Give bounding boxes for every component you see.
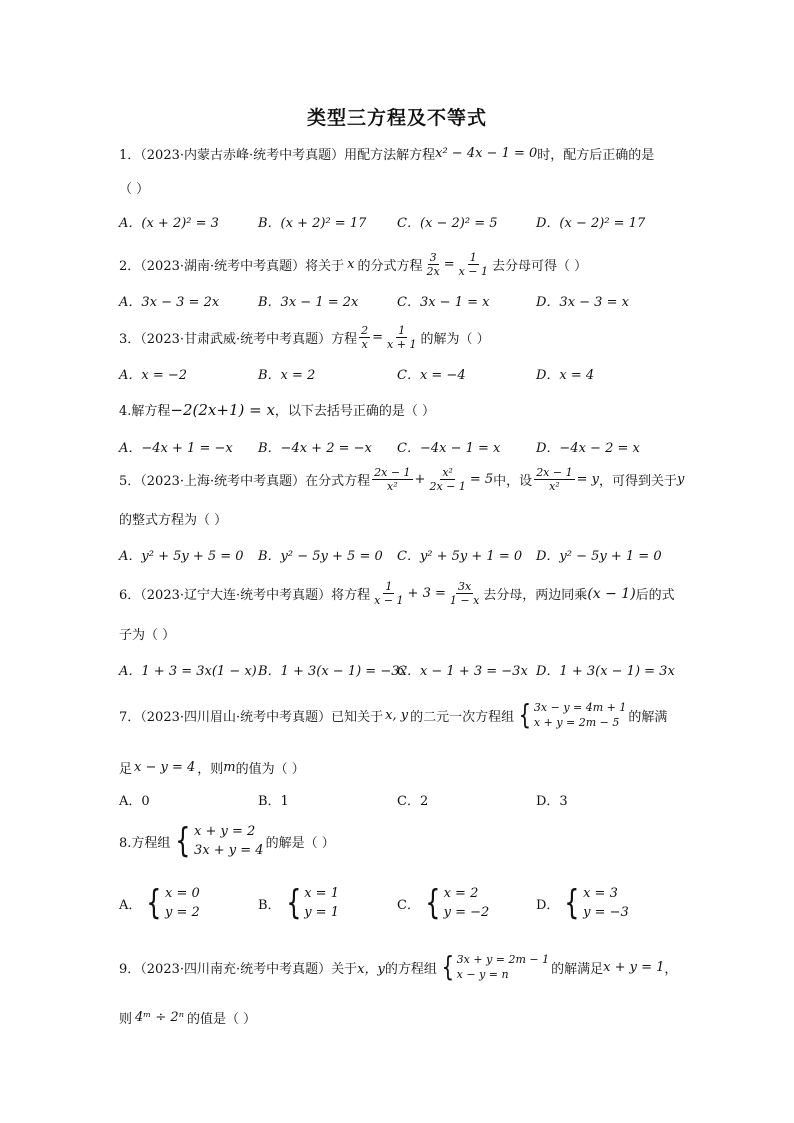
q1-option-b: B．(x + 2)² = 17 [258, 216, 367, 231]
q5-prefix: 5．（2023·上海·统考中考真题）在分式方程 [119, 474, 371, 489]
q5-eq2: = y [576, 472, 599, 487]
q3-suffix: 的解为（ ） [420, 332, 490, 347]
q8-option-a-r2: y = 2 [165, 905, 200, 920]
q7-option-c: C．2 [397, 794, 429, 809]
q6-plus: + 3 = [407, 586, 446, 601]
page-title: 类型三方程及不等式 [306, 107, 487, 129]
q6-f2-den: 1 − x [449, 594, 480, 607]
question-2 [119, 251, 587, 278]
q8-equation-system [172, 822, 263, 860]
q5-option-b: B．y² − 5y + 5 = 0 [258, 549, 383, 564]
q9-brace: { [441, 950, 454, 983]
q7-suffix: 的解满 [628, 709, 668, 725]
q5-f3-den: x² [549, 480, 560, 493]
q2-fraction-left [424, 251, 441, 278]
q2-f2-den: x − 1 [458, 265, 489, 278]
q7-prefix: 7．（2023·四川眉山·统考中考真题）已知关于 [119, 709, 384, 725]
question-5 [119, 466, 684, 493]
q3-option-a: A．x = −2 [119, 368, 188, 383]
q3-fraction-right [385, 324, 418, 351]
q2-option-b: B．3x − 1 = 2x [258, 295, 359, 310]
q5-fraction-3 [534, 466, 574, 493]
q7-option-b: B．1 [258, 794, 289, 809]
q2-var: x [347, 257, 355, 272]
q5-var: y [677, 472, 685, 487]
q9-line2-b: 的值是（ ） [186, 1012, 257, 1027]
q6-f1-den: x − 1 [374, 594, 404, 607]
q5-f1-den: x² [387, 480, 398, 493]
q2-mid: 的分式方程 [357, 259, 423, 274]
q7-row2: x + y = 2m − 5 [533, 716, 620, 729]
q8-option-b-brace: { [285, 883, 301, 923]
q6-fraction-2 [448, 580, 481, 607]
q9-mid: 的方程组 [384, 961, 437, 977]
q8-brace: { [175, 821, 191, 861]
q8-option-d-label: D． [536, 897, 560, 913]
question-4 [119, 400, 435, 419]
question-3 [119, 324, 490, 351]
q8-option-d-r1: x = 3 [583, 886, 618, 901]
q7-line2-b: ，则 [197, 762, 224, 777]
q8-option-a-system [143, 884, 199, 922]
q8-prefix: 8.方程组 [119, 835, 171, 851]
q4-suffix: ，以下去括号正确的是（ ） [274, 404, 436, 419]
question-7 [119, 700, 667, 730]
q8-option-d-brace: { [564, 883, 580, 923]
q7-line2-var: m [223, 760, 236, 775]
q5-f2-den: 2x − 1 [429, 480, 466, 493]
q1-suffix: 时，配方后正确的是 [537, 148, 655, 163]
q9-condition: x + y = 1 [603, 959, 665, 975]
q8-option-a-label: A． [119, 897, 142, 913]
q8-option-c-brace: { [425, 883, 441, 923]
q6-option-b: B．1 + 3(x − 1) = −3x [258, 664, 407, 679]
q5-option-c: C．y² + 5y + 1 = 0 [397, 549, 523, 564]
q7-brace: { [518, 698, 532, 731]
q7-option-d: D．3 [536, 794, 568, 809]
q6-fraction-1 [372, 580, 405, 607]
q7-equation-system [516, 700, 626, 730]
q6-option-d: D．1 + 3(x − 1) = 3x [536, 664, 675, 679]
q9-line2-expr: 4ᵐ ÷ 2ⁿ [135, 1010, 184, 1025]
q3-option-c: C．x = −4 [397, 368, 466, 383]
q8-option-b-r2: y = 1 [304, 905, 339, 920]
q6-prefix: 6．（2023·辽宁大连·统考中考真题）将方程 [119, 588, 371, 603]
q2-f2-num: 1 [469, 251, 477, 264]
question-9 [119, 952, 677, 982]
q1-option-a: A．(x + 2)² = 3 [119, 216, 219, 231]
q8-option-b-label: B． [258, 897, 281, 913]
q8-option-d-r2: y = −3 [583, 905, 629, 920]
q7-line2 [119, 758, 305, 777]
q7-vars: x, y [385, 707, 409, 723]
q8-option-c-r1: x = 2 [443, 886, 479, 901]
q3-f2-num: 1 [398, 324, 406, 337]
q2-option-c: C．3x − 1 = x [397, 295, 490, 310]
question-8 [119, 822, 335, 860]
q5-option-a: A．y² + 5y + 5 = 0 [119, 549, 244, 564]
q9-vars: x，y [357, 961, 385, 977]
q2-suffix: 去分母可得（ ） [492, 259, 588, 274]
q9-line2-a: 则 [119, 1012, 133, 1027]
q3-option-b: B．x = 2 [258, 368, 316, 383]
q8-option-c-label: C． [397, 897, 420, 913]
q8-suffix: 的解是（ ） [265, 835, 335, 851]
q4-option-c: C．−4x − 1 = x [397, 441, 501, 456]
q8-row1: x + y = 2 [194, 824, 256, 839]
q6-suffix: 后的式 [635, 588, 675, 603]
q2-prefix: 2．（2023·湖南·统考中考真题）将关于 [119, 259, 345, 274]
q7-line2-eq: x − y = 4 [134, 760, 196, 775]
q8-option-c-system [422, 884, 489, 922]
q5-line2: 的整式方程为（ ） [119, 513, 228, 528]
q5-f1-num: 2x − 1 [374, 466, 411, 479]
q7-mid: 的二元一次方程组 [410, 709, 515, 725]
q9-row2: x − y = n [456, 968, 509, 981]
q9-equation-system [439, 952, 549, 982]
q7-line2-c: 的值为（ ） [235, 762, 305, 777]
q6-f1-num: 1 [385, 580, 393, 593]
q3-fraction-left [359, 324, 370, 351]
q5-option-d: D．y² − 5y + 1 = 0 [536, 549, 662, 564]
q5-eq: = 5 [469, 472, 494, 487]
q8-option-b-system [283, 884, 339, 922]
q7-row1: 3x − y = 4m + 1 [533, 701, 627, 714]
q1-prefix: 1．（2023·内蒙古赤峰·统考中考真题）用配方法解方程 [119, 148, 436, 163]
q6-mid: 去分母，两边同乘 [483, 588, 588, 603]
q8-option-d-system [561, 884, 628, 922]
q4-prefix: 4.解方程 [119, 404, 171, 419]
q6-option-c: C．x − 1 + 3 = −3x [397, 664, 528, 679]
q5-fraction-1 [372, 466, 412, 493]
q8-option-c-r2: y = −2 [443, 905, 490, 920]
q7-line2-a: 足 [119, 762, 133, 777]
q2-f1-num: 3 [429, 251, 437, 264]
q8-option-b [258, 884, 341, 922]
q5-fraction-2 [427, 466, 467, 493]
q1-equation: x² − 4x − 1 = 0 [435, 146, 538, 161]
q8-option-a [119, 884, 202, 922]
q5-suffix: ，可得到关于 [598, 474, 677, 489]
q2-option-d: D．3x − 3 = x [536, 295, 629, 310]
q2-eq: = [443, 257, 455, 272]
q1-paren: （ ） [119, 182, 150, 197]
q6-factor: (x − 1) [587, 585, 636, 602]
q5-mid: 中，设 [493, 474, 533, 489]
q1-option-d: D．(x − 2)² = 17 [536, 216, 646, 231]
q5-plus: + [414, 472, 426, 487]
q7-option-a: A．0 [119, 794, 150, 809]
q8-option-a-brace: { [146, 883, 162, 923]
q4-option-d: D．−4x − 2 = x [536, 441, 640, 456]
question-6 [119, 580, 675, 607]
q8-option-c [397, 884, 491, 922]
q4-equation: −2(2x+1) = x [170, 400, 275, 419]
q3-f1-num: 2 [361, 324, 369, 337]
q9-line2 [119, 1008, 256, 1027]
q8-option-a-r1: x = 0 [165, 886, 200, 901]
q5-f3-num: 2x − 1 [536, 466, 573, 479]
q4-option-a: A．−4x + 1 = −x [119, 441, 233, 456]
q9-row1: 3x + y = 2m − 1 [456, 953, 550, 966]
question-1 [119, 144, 654, 163]
q3-f1-den: x [361, 338, 368, 351]
q8-option-d [536, 884, 631, 922]
q6-line2: 子为（ ） [119, 628, 176, 643]
q9-suffix: 的解满足 [551, 961, 604, 977]
q8-row2: 3x + y = 4 [194, 843, 264, 858]
q6-f2-num: 3x [457, 580, 472, 593]
q9-prefix: 9．（2023·四川南充·统考中考真题）关于 [119, 961, 358, 977]
q1-option-c: C．(x − 2)² = 5 [397, 216, 498, 231]
q3-prefix: 3．（2023·甘肃武威·统考中考真题）方程 [119, 332, 358, 347]
q4-option-b: B．−4x + 2 = −x [258, 441, 372, 456]
q2-f1-den: 2x [426, 265, 440, 278]
q6-option-a: A．1 + 3 = 3x(1 − x) [119, 664, 257, 679]
q2-fraction-right [457, 251, 490, 278]
q8-option-b-r1: x = 1 [304, 886, 339, 901]
q9-comma: ， [664, 961, 678, 977]
q3-option-d: D．x = 4 [536, 368, 595, 383]
q3-eq: = [372, 330, 384, 345]
q2-option-a: A．3x − 3 = 2x [119, 295, 220, 310]
q3-f2-den: x + 1 [387, 338, 417, 351]
q5-f2-num: x² [442, 466, 453, 479]
